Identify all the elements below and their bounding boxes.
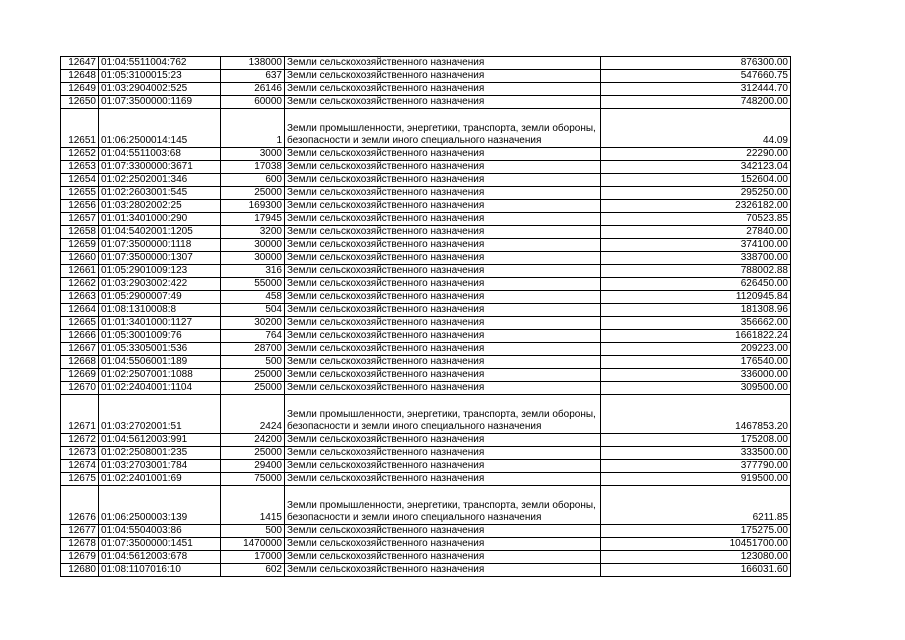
land-category-cell: Земли сельскохозяйственного назначения [285,226,601,239]
row-number-cell: 12648 [61,70,99,83]
area-cell: 30000 [221,252,285,265]
land-category-cell: Земли сельскохозяйственного назначения [285,200,601,213]
land-category-cell: Земли сельскохозяйственного назначения [285,291,601,304]
cadastral-number-cell: 01:02:2401001:69 [99,473,221,486]
cadastral-value-cell: 70523.85 [601,213,791,226]
row-number-cell: 12659 [61,239,99,252]
cadastral-number-cell: 01:04:5506001:189 [99,356,221,369]
table-row [61,213,791,226]
table-row [61,486,791,525]
cadastral-value-cell: 312444.70 [601,83,791,96]
area-cell: 55000 [221,278,285,291]
cadastral-number-cell: 01:02:2404001:1104 [99,382,221,395]
area-cell: 3000 [221,148,285,161]
land-category-cell: Земли сельскохозяйственного назначения [285,343,601,356]
land-category-cell: Земли промышленности, энергетики, транспорта, земли обороны, безопасности и земли иного специального назначения [285,109,601,148]
land-category-cell: Земли сельскохозяйственного назначения [285,525,601,538]
row-number-cell: 12670 [61,382,99,395]
table-row [61,525,791,538]
table-row [61,57,791,70]
row-number-cell: 12676 [61,486,99,525]
land-category-cell: Земли сельскохозяйственного назначения [285,148,601,161]
table-row [61,356,791,369]
row-number-cell: 12666 [61,330,99,343]
cadastral-number-cell: 01:06:2500014:145 [99,109,221,148]
cadastral-number-cell: 01:04:5511004:762 [99,57,221,70]
cadastral-value-cell: 27840.00 [601,226,791,239]
cadastral-number-cell: 01:05:3001009:76 [99,330,221,343]
cadastral-value-cell: 788002.88 [601,265,791,278]
land-category-cell: Земли сельскохозяйственного назначения [285,460,601,473]
row-number-cell: 12658 [61,226,99,239]
land-category-cell: Земли сельскохозяйственного назначения [285,317,601,330]
cadastral-value-cell: 209223.00 [601,343,791,356]
table-row [61,369,791,382]
row-number-cell: 12655 [61,187,99,200]
cadastral-value-cell: 6211.85 [601,486,791,525]
land-category-cell: Земли промышленности, энергетики, транспорта, земли обороны, безопасности и земли иного специального назначения [285,486,601,525]
area-cell: 1415 [221,486,285,525]
row-number-cell: 12662 [61,278,99,291]
cadastral-value-cell: 342123.04 [601,161,791,174]
table-row [61,83,791,96]
area-cell: 504 [221,304,285,317]
cadastral-number-cell: 01:03:2702001:51 [99,395,221,434]
row-number-cell: 12677 [61,525,99,538]
cadastral-value-cell: 336000.00 [601,369,791,382]
cadastral-number-cell: 01:05:3100015:23 [99,70,221,83]
area-cell: 25000 [221,369,285,382]
cadastral-value-cell: 333500.00 [601,447,791,460]
area-cell: 1 [221,109,285,148]
cadastral-value-cell: 338700.00 [601,252,791,265]
row-number-cell: 12679 [61,551,99,564]
area-cell: 637 [221,70,285,83]
land-category-cell: Земли сельскохозяйственного назначения [285,330,601,343]
table-row [61,551,791,564]
land-category-cell: Земли сельскохозяйственного назначения [285,96,601,109]
row-number-cell: 12654 [61,174,99,187]
area-cell: 1470000 [221,538,285,551]
cadastral-value-cell: 295250.00 [601,187,791,200]
cadastral-value-cell: 919500.00 [601,473,791,486]
land-category-cell: Земли сельскохозяйственного назначения [285,564,601,577]
table-row [61,239,791,252]
row-number-cell: 12647 [61,57,99,70]
cadastral-value-cell: 1661822.24 [601,330,791,343]
row-number-cell: 12657 [61,213,99,226]
land-category-cell: Земли сельскохозяйственного назначения [285,161,601,174]
table-row [61,252,791,265]
land-category-cell: Земли сельскохозяйственного назначения [285,213,601,226]
row-number-cell: 12652 [61,148,99,161]
cadastral-value-cell: 22290.00 [601,148,791,161]
table-row [61,187,791,200]
cadastral-value-cell: 176540.00 [601,356,791,369]
cadastral-number-cell: 01:01:3401000:1127 [99,317,221,330]
table-row [61,265,791,278]
area-cell: 25000 [221,187,285,200]
cadastral-number-cell: 01:03:2802002:25 [99,200,221,213]
row-number-cell: 12669 [61,369,99,382]
cadastral-number-cell: 01:04:5612003:991 [99,434,221,447]
area-cell: 600 [221,174,285,187]
land-category-cell: Земли сельскохозяйственного назначения [285,473,601,486]
land-category-cell: Земли сельскохозяйственного назначения [285,252,601,265]
table-row [61,317,791,330]
table-row [61,226,791,239]
cadastral-number-cell: 01:07:3300000:3671 [99,161,221,174]
row-number-cell: 12653 [61,161,99,174]
area-cell: 500 [221,356,285,369]
land-parcel-table [60,56,791,577]
table-row [61,564,791,577]
row-number-cell: 12672 [61,434,99,447]
row-number-cell: 12651 [61,109,99,148]
cadastral-value-cell: 374100.00 [601,239,791,252]
land-category-cell: Земли сельскохозяйственного назначения [285,239,601,252]
area-cell: 169300 [221,200,285,213]
area-cell: 3200 [221,226,285,239]
cadastral-value-cell: 44.09 [601,109,791,148]
cadastral-value-cell: 175208.00 [601,434,791,447]
land-category-cell: Земли сельскохозяйственного назначения [285,278,601,291]
table-row [61,434,791,447]
row-number-cell: 12649 [61,83,99,96]
table-row [61,200,791,213]
cadastral-value-cell: 2326182.00 [601,200,791,213]
row-number-cell: 12678 [61,538,99,551]
land-category-cell: Земли сельскохозяйственного назначения [285,83,601,96]
cadastral-value-cell: 175275.00 [601,525,791,538]
table-row [61,382,791,395]
cadastral-number-cell: 01:05:3305001:536 [99,343,221,356]
area-cell: 2424 [221,395,285,434]
cadastral-number-cell: 01:04:5511003:68 [99,148,221,161]
land-category-cell: Земли промышленности, энергетики, транспорта, земли обороны, безопасности и земли иного специального назначения [285,395,601,434]
cadastral-value-cell: 356662.00 [601,317,791,330]
area-cell: 458 [221,291,285,304]
table-row [61,447,791,460]
table-row [61,174,791,187]
row-number-cell: 12665 [61,317,99,330]
row-number-cell: 12661 [61,265,99,278]
area-cell: 316 [221,265,285,278]
land-category-cell: Земли сельскохозяйственного назначения [285,57,601,70]
table-row [61,538,791,551]
cadastral-value-cell: 377790.00 [601,460,791,473]
row-number-cell: 12680 [61,564,99,577]
area-cell: 30200 [221,317,285,330]
area-cell: 602 [221,564,285,577]
cadastral-number-cell: 01:03:2904002:525 [99,83,221,96]
area-cell: 25000 [221,382,285,395]
cadastral-value-cell: 1120945.84 [601,291,791,304]
area-cell: 75000 [221,473,285,486]
land-category-cell: Земли сельскохозяйственного назначения [285,434,601,447]
cadastral-number-cell: 01:07:3500000:1169 [99,96,221,109]
row-number-cell: 12668 [61,356,99,369]
area-cell: 764 [221,330,285,343]
row-number-cell: 12660 [61,252,99,265]
cadastral-value-cell: 181308.96 [601,304,791,317]
cadastral-number-cell: 01:03:2903002:422 [99,278,221,291]
cadastral-number-cell: 01:02:2507001:1088 [99,369,221,382]
cadastral-value-cell: 626450.00 [601,278,791,291]
cadastral-value-cell: 152604.00 [601,174,791,187]
table-row [61,330,791,343]
table-row [61,291,791,304]
area-cell: 30000 [221,239,285,252]
cadastral-number-cell: 01:02:2603001:545 [99,187,221,200]
table-row [61,109,791,148]
table-row [61,148,791,161]
cadastral-number-cell: 01:02:2508001:235 [99,447,221,460]
land-category-cell: Земли сельскохозяйственного назначения [285,304,601,317]
row-number-cell: 12664 [61,304,99,317]
row-number-cell: 12671 [61,395,99,434]
cadastral-number-cell: 01:02:2502001:346 [99,174,221,187]
cadastral-value-cell: 547660.75 [601,70,791,83]
land-category-cell: Земли сельскохозяйственного назначения [285,174,601,187]
area-cell: 17000 [221,551,285,564]
cadastral-number-cell: 01:04:5402001:1205 [99,226,221,239]
cadastral-value-cell: 123080.00 [601,551,791,564]
land-category-cell: Земли сельскохозяйственного назначения [285,447,601,460]
row-number-cell: 12674 [61,460,99,473]
area-cell: 24200 [221,434,285,447]
row-number-cell: 12675 [61,473,99,486]
land-category-cell: Земли сельскохозяйственного назначения [285,187,601,200]
land-category-cell: Земли сельскохозяйственного назначения [285,538,601,551]
cadastral-value-cell: 876300.00 [601,57,791,70]
cadastral-number-cell: 01:07:3500000:1451 [99,538,221,551]
cadastral-number-cell: 01:07:3500000:1307 [99,252,221,265]
area-cell: 29400 [221,460,285,473]
table-row [61,395,791,434]
land-category-cell: Земли сельскохозяйственного назначения [285,70,601,83]
row-number-cell: 12667 [61,343,99,356]
area-cell: 138000 [221,57,285,70]
land-category-cell: Земли сельскохозяйственного назначения [285,356,601,369]
land-category-cell: Земли сельскохозяйственного назначения [285,369,601,382]
cadastral-number-cell: 01:08:1310008:8 [99,304,221,317]
land-category-cell: Земли сельскохозяйственного назначения [285,265,601,278]
cadastral-value-cell: 166031.60 [601,564,791,577]
row-number-cell: 12650 [61,96,99,109]
row-number-cell: 12663 [61,291,99,304]
table-row [61,343,791,356]
area-cell: 25000 [221,447,285,460]
area-cell: 60000 [221,96,285,109]
cadastral-number-cell: 01:05:2900007:49 [99,291,221,304]
cadastral-number-cell: 01:08:1107016:10 [99,564,221,577]
table-row [61,304,791,317]
cadastral-value-cell: 748200.00 [601,96,791,109]
area-cell: 17945 [221,213,285,226]
table-row [61,70,791,83]
area-cell: 17038 [221,161,285,174]
land-category-cell: Земли сельскохозяйственного назначения [285,551,601,564]
cadastral-number-cell: 01:07:3500000:1118 [99,239,221,252]
cadastral-number-cell: 01:04:5504003:86 [99,525,221,538]
table-row [61,161,791,174]
table-body [61,57,791,577]
cadastral-value-cell: 309500.00 [601,382,791,395]
area-cell: 500 [221,525,285,538]
table-row [61,96,791,109]
cadastral-number-cell: 01:01:3401000:290 [99,213,221,226]
table-row [61,473,791,486]
cadastral-value-cell: 1467853.20 [601,395,791,434]
cadastral-number-cell: 01:05:2901009:123 [99,265,221,278]
row-number-cell: 12656 [61,200,99,213]
table-row [61,278,791,291]
area-cell: 28700 [221,343,285,356]
area-cell: 26146 [221,83,285,96]
cadastral-value-cell: 10451700.00 [601,538,791,551]
table-row [61,460,791,473]
land-category-cell: Земли сельскохозяйственного назначения [285,382,601,395]
row-number-cell: 12673 [61,447,99,460]
cadastral-number-cell: 01:03:2703001:784 [99,460,221,473]
cadastral-number-cell: 01:04:5612003:678 [99,551,221,564]
cadastral-number-cell: 01:06:2500003:139 [99,486,221,525]
